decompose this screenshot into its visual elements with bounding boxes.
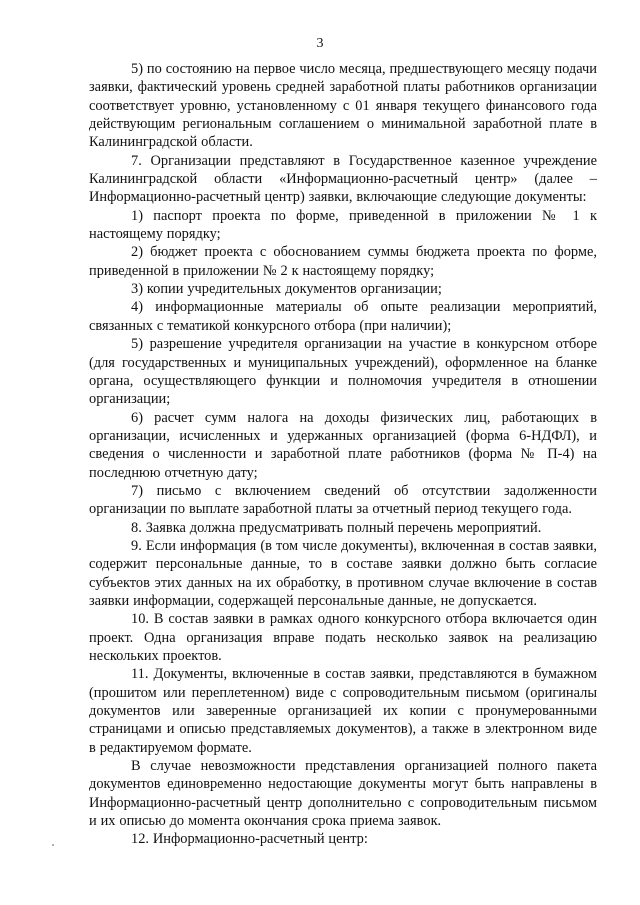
- scan-speck: [52, 844, 54, 846]
- list-item-6: 6) расчет сумм налога на доходы физических лиц, работающих в организации, исчисленных и удержанных организацией (форма 6-НДФЛ), и сведения о численности и заработной плате работников (форма № П-4) на последнюю отчетную дату;: [89, 409, 597, 481]
- list-item-3: 3) копии учредительных документов организации;: [131, 281, 442, 298]
- list-item-5: 5) разрешение учредителя организации на участие в конкурсном отборе (для государственных и муниципальных учреждений), оформленное на бланке органа, осуществляющего функции и полномочия учредителя в отношении организации;: [89, 336, 597, 408]
- list-item-1: 1) паспорт проекта по форме, приведенной в приложении № 1 к настоящему порядку;: [89, 207, 597, 243]
- document-body: [89, 60, 597, 849]
- paragraph-item-5: 5) по состоянию на первое число месяца, предшествующего месяцу подачи заявки, фактический уровень средней заработной платы работников организации соответствует уровню, установленному с 01 января текущего финансового года действующим региональным соглашением о минимальной заработной плате в Калининградской области.: [89, 61, 597, 151]
- page-number: 3: [316, 36, 324, 51]
- paragraph-clause-10: 10. В состав заявки в рамках одного конкурсного отбора включается один проект. Одна организация вправе подать несколько заявок на реализацию нескольких проектов.: [89, 611, 597, 664]
- paragraph-clause-9: 9. Если информация (в том числе документы), включенная в состав заявки, содержит персональные данные, то в составе заявки должно быть согласие субъектов этих данных на их обработку, в противном случае включение в состав заявки информации, содержащей персональные данные, не допускается.: [89, 537, 597, 609]
- list-item-7: 7) письмо с включением сведений об отсутствии задолженности организации по выплате заработной платы за отчетный период текущего года.: [89, 482, 597, 518]
- paragraph-clause-12: 12. Информационно-расчетный центр:: [131, 831, 368, 848]
- list-item-4: 4) информационные материалы об опыте реализации мероприятий, связанных с тематикой конкурсного отбора (при наличии);: [89, 299, 597, 334]
- paragraph-clause-8: 8. Заявка должна предусматривать полный перечень мероприятий.: [131, 519, 542, 536]
- paragraph-clause-7: 7. Организации представляют в Государственное казенное учреждение Калининградской области «Информационно-расчетный центр» (далее – Информационно-расчетный центр) заявки, включающие следующие документы:: [89, 152, 597, 206]
- paragraph-clause-11-note: В случае невозможности представления организацией полного пакета документов единовременно недостающие документы могут быть направлены в Информационно-расчетный центр дополнительно с сопроводительным письмом и их описью до момента окончания срока приема заявок.: [89, 758, 597, 830]
- paragraph-clause-11: 11. Документы, включенные в состав заявки, представляются в бумажном (прошитом или переплетенном) виде с сопроводительным письмом (оригиналы документов или заверенные организацией их копии с пронумерованными страницами и описью представляемых документов), а также в электронном виде в редактируемом формате.: [89, 666, 597, 756]
- list-item-2: 2) бюджет проекта с обоснованием суммы бюджета проекта по форме, приведенной в приложении № 2 к настоящему порядку;: [89, 244, 597, 279]
